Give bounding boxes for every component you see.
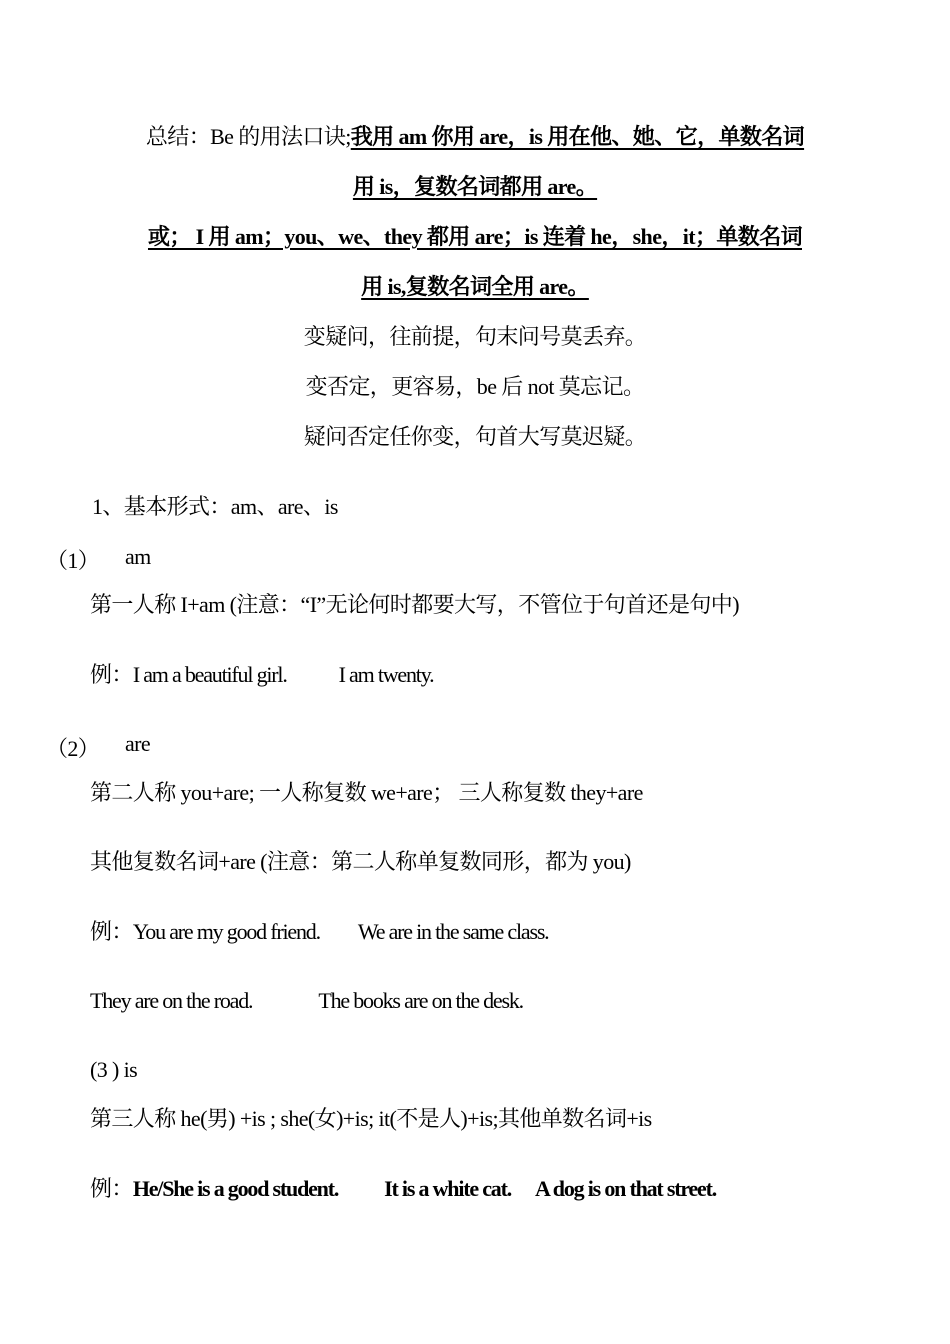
example-are-2 bbox=[90, 986, 523, 1016]
example-is bbox=[90, 1174, 716, 1204]
rule-is: 第三人称 he(男) +is ; she(女)+is; it(不是人)+is;其他单数名词+is bbox=[90, 1106, 652, 1131]
example-sentence: He/She is a good student. bbox=[132, 1176, 339, 1201]
example-sentence: They are on the road. bbox=[90, 988, 253, 1013]
summary-line-2 bbox=[0, 172, 950, 202]
example-sentence: We are in the same class. bbox=[357, 919, 549, 944]
example-sentence: A dog is on that street. bbox=[535, 1176, 717, 1201]
summary-mnemonic-part-1: 我用 am 你用 are，is 用在他、她、它，单数名词 bbox=[350, 124, 805, 149]
rule-are-1: 第二人称 you+are; 一人称复数 we+are； 三人称复数 they+are bbox=[90, 780, 643, 805]
rule-am: 第一人称 I+am (注意：“I”无论何时都要大写，不管位于句首还是句中) bbox=[90, 592, 739, 617]
item-word-are: are bbox=[125, 731, 151, 756]
example-sentence: I am twenty. bbox=[338, 662, 434, 687]
rhyme-line-2: 变否定，更容易，be 后 not 莫忘记。 bbox=[305, 374, 645, 399]
summary-prefix: 总结：Be 的用法口诀; bbox=[145, 124, 351, 149]
summary-alt-mnemonic-part-1: 或； I 用 am；you、we、they 都用 are；is 连着 he，she，it；单数名词 bbox=[147, 224, 802, 249]
example-sentence: The books are on the desk. bbox=[318, 988, 523, 1013]
example-label: 例： bbox=[90, 1176, 133, 1201]
item-number-are: （2） bbox=[46, 736, 100, 761]
rhyme-line-1: 变疑问，往前提，句末问号莫丢弃。 bbox=[303, 324, 647, 349]
example-sentence: It is a white cat. bbox=[384, 1176, 512, 1201]
example-sentence: You are my good friend. bbox=[132, 919, 320, 944]
summary-alt-mnemonic-part-2: 用 is,复数名词全用 are。 bbox=[361, 274, 589, 299]
example-label: 例： bbox=[90, 919, 133, 944]
example-sentence: I am a beautiful girl. bbox=[132, 662, 287, 687]
rule-are-2: 其他复数名词+are (注意：第二人称单复数同形，都为 you) bbox=[90, 849, 631, 874]
item-heading-is: (3 ) is bbox=[90, 1057, 138, 1082]
summary-line-3 bbox=[0, 222, 950, 252]
item-number-am: （1） bbox=[46, 548, 100, 573]
example-are-1 bbox=[90, 917, 549, 947]
section-title: 1、基本形式：am、are、is bbox=[92, 494, 338, 519]
example-am bbox=[90, 660, 433, 690]
summary-line-1 bbox=[0, 122, 950, 152]
example-label: 例： bbox=[90, 662, 133, 687]
summary-mnemonic-part-2: 用 is，复数名词都用 are。 bbox=[352, 174, 598, 199]
summary-line-4 bbox=[0, 272, 950, 302]
item-word-am: am bbox=[125, 544, 151, 569]
rhyme-line-3: 疑问否定任你变，句首大写莫迟疑。 bbox=[303, 424, 647, 449]
